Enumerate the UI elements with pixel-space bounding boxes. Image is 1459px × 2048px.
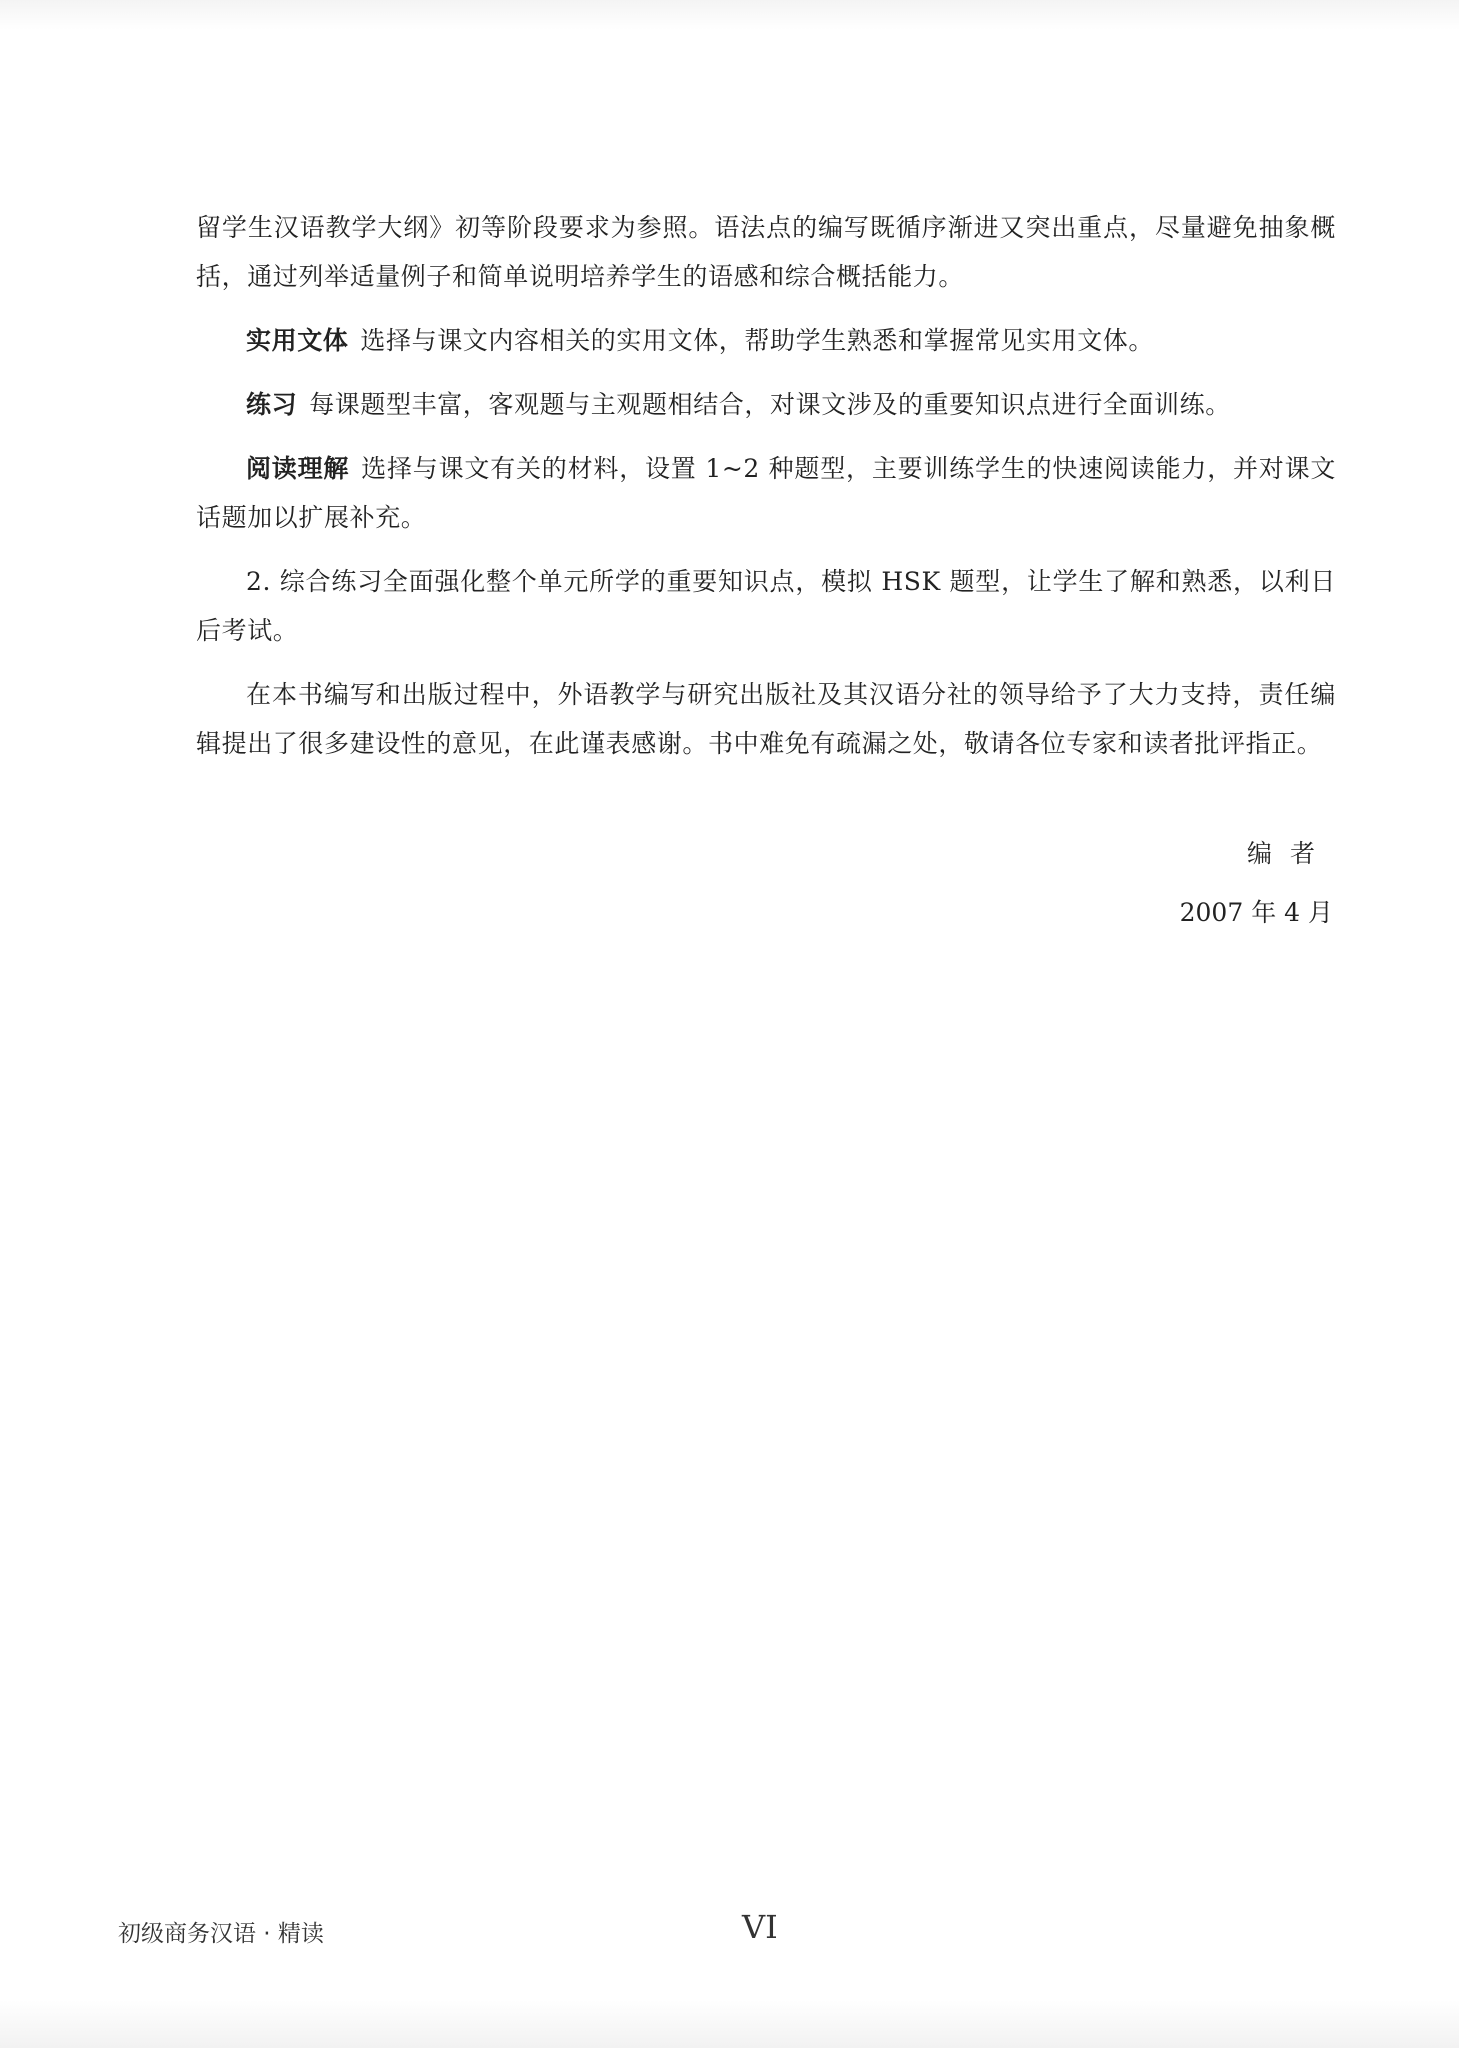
- footer-page-number: VI: [742, 1908, 778, 1946]
- paragraph-text: 在本书编写和出版过程中，外语教学与研究出版社及其汉语分社的领导给予了大力支持，责任编辑提出了很多建设性的意见，在此谨表感谢。书中难免有疏漏之处，敬请各位专家和读者批评指正。: [196, 680, 1336, 758]
- paragraph-exercises: [196, 380, 1336, 429]
- paragraph-comprehensive-exercises: [196, 557, 1336, 655]
- footer-book-title: 初级商务汉语 · 精读: [118, 1921, 324, 1947]
- paragraph-text: 留学生汉语教学大纲》初等阶段要求为参照。语法点的编写既循序渐进又突出重点，尽量避免抽象概括，通过列举适量例子和简单说明培养学生的语感和综合概括能力。: [196, 213, 1336, 291]
- paragraph-practical-writing: [196, 316, 1336, 365]
- paragraph-grammar: [196, 203, 1336, 301]
- paragraph-text: 2. 综合练习全面强化整个单元所学的重要知识点，模拟 HSK 题型，让学生了解和熟悉，以利日后考试。: [196, 567, 1336, 645]
- preface-body: [196, 203, 1336, 783]
- signature-editor: 编者: [1246, 839, 1333, 868]
- paragraph-acknowledgements: [196, 670, 1336, 768]
- signature-date: 2007 年 4 月: [1179, 898, 1333, 927]
- paragraph-text: 选择与课文有关的材料，设置 1~2 种题型，主要训练学生的快速阅读能力，并对课文话题加以扩展补充。: [196, 454, 1337, 532]
- paragraph-text: 每课题型丰富，客观题与主观题相结合，对课文涉及的重要知识点进行全面训练。: [309, 390, 1231, 419]
- paragraph-reading: [196, 444, 1336, 542]
- section-term: 实用文体: [246, 326, 349, 355]
- paragraph-text: 选择与课文内容相关的实用文体，帮助学生熟悉和掌握常见实用文体。: [360, 326, 1155, 355]
- section-term: 练习: [246, 390, 298, 419]
- section-term: 阅读理解: [246, 454, 350, 483]
